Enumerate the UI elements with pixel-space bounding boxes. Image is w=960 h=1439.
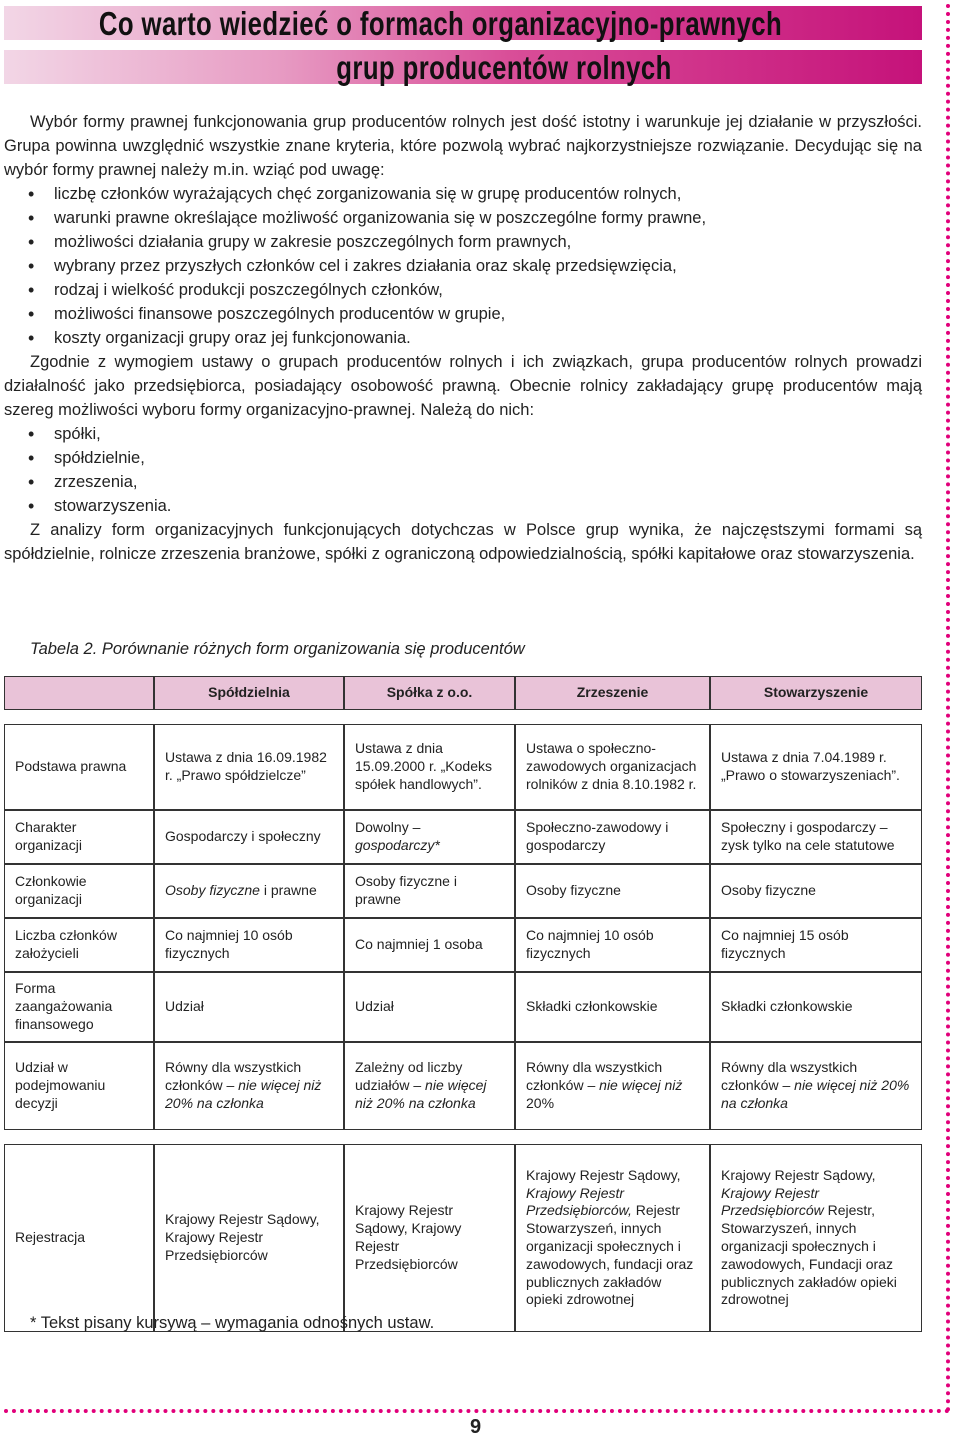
table-cell: Ustawa z dnia 15.09.2000 r. „Kodeks spółek handlowych”. bbox=[344, 724, 515, 810]
row-label: Członkowie organizacji bbox=[4, 864, 154, 918]
table-cell: Gospodarczy i społeczny bbox=[154, 810, 344, 864]
article-body bbox=[4, 110, 922, 566]
table-cell: Składki członkowskie bbox=[515, 972, 710, 1042]
column-header: Stowarzyszenie bbox=[710, 676, 922, 710]
criteria-list bbox=[4, 182, 922, 350]
table-cell: Osoby fizyczne bbox=[515, 864, 710, 918]
table-row bbox=[4, 972, 922, 1042]
table-cell bbox=[154, 1042, 344, 1130]
cell-text-italic: nie więcej niż 20% na członka bbox=[355, 1077, 487, 1111]
cell-text-italic: Osoby fizyczne bbox=[165, 882, 260, 899]
table-cell bbox=[515, 1042, 710, 1130]
criteria-item: • rodzaj i wielkość produkcji poszczególnych członków, bbox=[28, 278, 922, 302]
page-title-line-1: Co warto wiedzieć o formach organizacyjno-prawnych bbox=[98, 5, 783, 42]
cell-text: Krajowy Rejestr Sądowy, bbox=[721, 1166, 876, 1183]
table-cell: Krajowy Rejestr Sądowy, Krajowy Rejestr Przedsiębiorców bbox=[344, 1144, 515, 1332]
cell-text: Równy dla wszystkich członków – bbox=[721, 1059, 858, 1094]
column-header: Spółka z o.o. bbox=[344, 676, 515, 710]
row-label: Podstawa prawna bbox=[4, 724, 154, 810]
table-row bbox=[4, 1042, 922, 1130]
cell-text: i prawne bbox=[259, 882, 317, 899]
table-cell: Co najmniej 10 osób fizycznych bbox=[515, 918, 710, 972]
row-label: Charakter organizacji bbox=[4, 810, 154, 864]
table-cell: Ustawa z dnia 7.04.1989 r. „Prawo o stowarzyszeniach”. bbox=[710, 724, 922, 810]
cell-text: Równy dla wszystkich członków – bbox=[165, 1059, 302, 1094]
row-label: Rejestracja bbox=[4, 1144, 154, 1332]
analysis-paragraph: Z analizy form organizacyjnych funkcjonujących dotychczas w Polsce grup wynika, że najczęstszymi formami są spółdzielnie, rolnicze zrzeszenia branżowe, spółki z ograniczoną odpowiedzialnością, spółki kapitałowe oraz stowarzyszenia. bbox=[4, 521, 922, 563]
page-number: 9 bbox=[470, 1416, 482, 1438]
row-label: Liczba członków założycieli bbox=[4, 918, 154, 972]
table-row bbox=[4, 1144, 922, 1332]
table-cell: Ustawa z dnia 16.09.1982 r. „Prawo spółdzielcze” bbox=[154, 724, 344, 810]
criteria-item: • koszty organizacji grupy oraz jej funkcjonowania. bbox=[28, 326, 922, 350]
criteria-item: • możliwości działania grupy w zakresie poszczególnych form prawnych, bbox=[28, 230, 922, 254]
table-header-row bbox=[4, 676, 922, 710]
table-caption: Tabela 2. Porównanie różnych form organizowania się producentów bbox=[30, 640, 525, 658]
cell-text: Krajowy Rejestr Sądowy, bbox=[526, 1166, 681, 1183]
table-cell: Co najmniej 10 osób fizycznych bbox=[154, 918, 344, 972]
criteria-item: • warunki prawne określające możliwość organizowania się w poszczególne formy prawne, bbox=[28, 206, 922, 230]
form-item: • stowarzyszenia. bbox=[28, 494, 922, 518]
table-cell: Ustawa o społeczno-zawodowych organizacjach rolników z dnia 8.10.1982 r. bbox=[515, 724, 710, 810]
cell-text-italic: nie więcej niż 20% na członka bbox=[721, 1077, 910, 1111]
table-cell: Udział bbox=[154, 972, 344, 1042]
table-row bbox=[4, 918, 922, 972]
table-row bbox=[4, 724, 922, 810]
cell-text-italic: nie więcej niż 20% na członka bbox=[165, 1077, 322, 1111]
decorative-dotted-border-right bbox=[946, 4, 950, 1413]
cell-text: Dowolny – bbox=[355, 819, 421, 836]
cell-text: Rejestr Stowarzyszeń, innych organizacji społecznych i zawodowych, fundacji oraz publicznych zakładów opieki zdrowotnej bbox=[526, 1202, 694, 1308]
table-cell: Co najmniej 1 osoba bbox=[344, 918, 515, 972]
cell-text: Rejestr, Stowarzyszeń, innych organizacji społecznych i zawodowych, Fundacji oraz publicznych zakładów opieki zdrowotnej bbox=[721, 1202, 897, 1308]
table-cell bbox=[515, 1144, 710, 1332]
intro-paragraph: Wybór formy prawnej funkcjonowania grup producentów rolnych jest dość istotny i warunkuje jej działanie w przyszłości. Grupa powinna uwzględnić wszystkie znane kryteria, które pozwolą wybrać najkorzystniejsze rozwiązanie. Decydując się na wybór formy prawnej należy m.in. wziąć pod uwagę: bbox=[4, 113, 922, 179]
table-cell bbox=[710, 1144, 922, 1332]
legal-requirement-paragraph: Zgodnie z wymogiem ustawy o grupach producentów rolnych i ich związkach, grupa producentów rolnych prowadzi działalność jako przedsiębiorca, posiadający osobowość prawną. Obecnie rolnicy zakładający grupę producentów mają szereg możliwości wyboru formy organizacyjno-prawnej. Należą do nich: bbox=[4, 353, 922, 419]
table-cell: Co najmniej 15 osób fizycznych bbox=[710, 918, 922, 972]
table-cell: Krajowy Rejestr Sądowy, Krajowy Rejestr Przedsiębiorców bbox=[154, 1144, 344, 1332]
comparison-table bbox=[4, 676, 922, 1332]
cell-text: 20% bbox=[526, 1094, 555, 1111]
cell-text-italic: Krajowy Rejestr Przedsiębiorców bbox=[721, 1184, 824, 1219]
table-cell bbox=[344, 1042, 515, 1130]
table-footnote: * Tekst pisany kursywą – wymagania odnośnych ustaw. bbox=[30, 1314, 435, 1332]
row-label: Forma zaangażowania finansowego bbox=[4, 972, 154, 1042]
table-cell bbox=[710, 1042, 922, 1130]
page-title-line-2: grup producentów rolnych bbox=[336, 49, 672, 86]
column-header: Zrzeszenie bbox=[515, 676, 710, 710]
cell-text-italic: Krajowy Rejestr Przedsiębiorców, bbox=[526, 1184, 632, 1219]
table-cell: Osoby fizyczne bbox=[710, 864, 922, 918]
table-cell: Składki członkowskie bbox=[710, 972, 922, 1042]
cell-text: Równy dla wszystkich członków – bbox=[526, 1059, 663, 1094]
table-cell: Społeczny i gospodarczy – zysk tylko na cele statutowe bbox=[710, 810, 922, 864]
table-cell bbox=[344, 810, 515, 864]
table-cell: Udział bbox=[344, 972, 515, 1042]
form-item: • spółdzielnie, bbox=[28, 446, 922, 470]
row-label: Udział w podejmowaniu decyzji bbox=[4, 1042, 154, 1130]
cell-text: Zależny od liczby udziałów – bbox=[355, 1059, 463, 1094]
column-header: Spółdzielnia bbox=[154, 676, 344, 710]
criteria-item: • wybrany przez przyszłych członków cel i zakres działania oraz skalę przedsięwzięcia, bbox=[28, 254, 922, 278]
table-row bbox=[4, 864, 922, 918]
table-cell bbox=[154, 864, 344, 918]
form-item: • zrzeszenia, bbox=[28, 470, 922, 494]
page-header bbox=[4, 6, 922, 84]
forms-list bbox=[4, 422, 922, 518]
table-cell: Społeczno-zawodowy i gospodarczy bbox=[515, 810, 710, 864]
table-cell: Osoby fizyczne i prawne bbox=[344, 864, 515, 918]
criteria-item: • liczbę członków wyrażających chęć zorganizowania się w grupę producentów rolnych, bbox=[28, 182, 922, 206]
table-spacer bbox=[4, 710, 922, 724]
table-row bbox=[4, 810, 922, 864]
criteria-item: • możliwości finansowe poszczególnych producentów w grupie, bbox=[28, 302, 922, 326]
cell-text-italic: nie więcej niż bbox=[599, 1077, 683, 1094]
decorative-dotted-border-bottom bbox=[4, 1409, 950, 1413]
table-header-corner bbox=[4, 676, 154, 710]
form-item: • spółki, bbox=[28, 422, 922, 446]
cell-text-italic: gospodarczy* bbox=[355, 837, 440, 853]
table-spacer bbox=[4, 1130, 922, 1144]
